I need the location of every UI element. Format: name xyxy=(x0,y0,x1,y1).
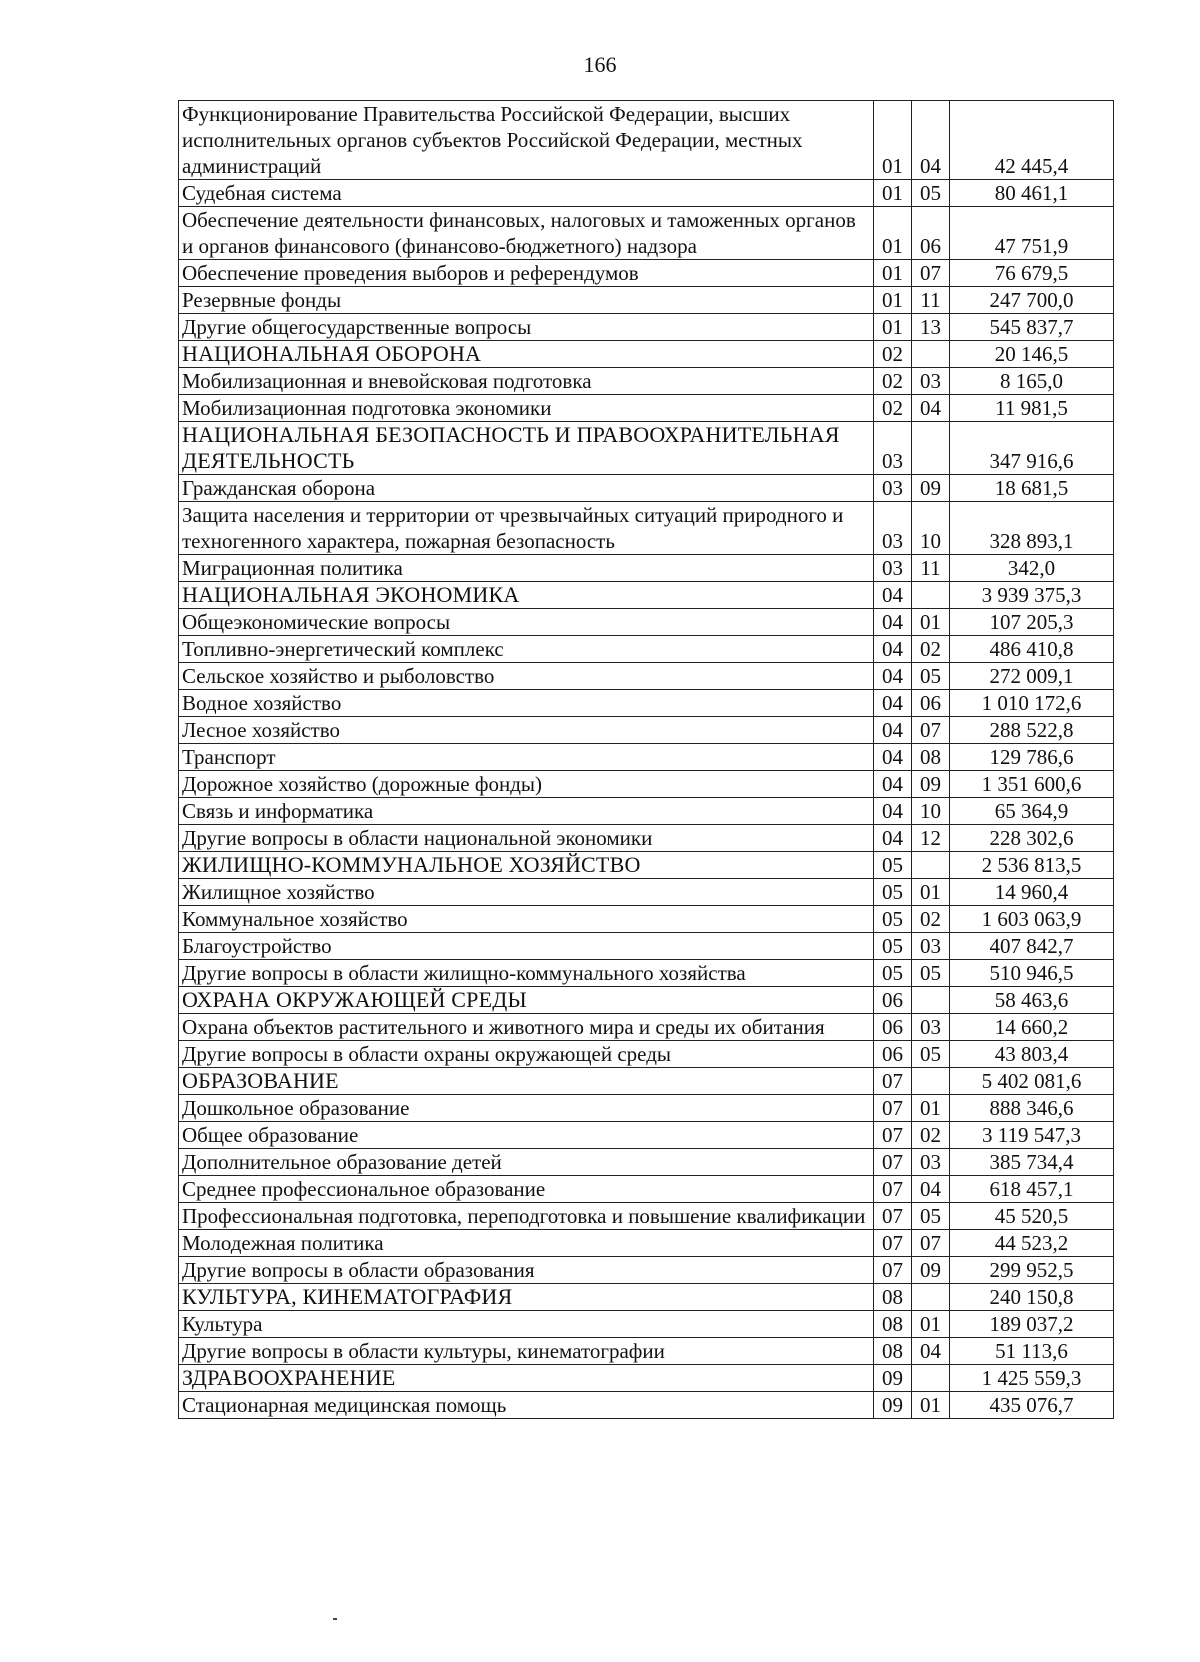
row-amount-cell: 129 786,6 xyxy=(950,744,1114,771)
row-name-cell: НАЦИОНАЛЬНАЯ ЭКОНОМИКА xyxy=(179,582,874,609)
table-row xyxy=(179,798,1114,825)
row-amount-cell: 3 119 547,3 xyxy=(950,1122,1114,1149)
section-row xyxy=(179,422,1114,475)
row-amount-cell: 435 076,7 xyxy=(950,1392,1114,1419)
row-subsection-code-cell: 06 xyxy=(912,690,950,717)
row-subsection-code-cell: 05 xyxy=(912,663,950,690)
row-amount-cell: 1 351 600,6 xyxy=(950,771,1114,798)
budget-table xyxy=(178,100,1114,1419)
table-row xyxy=(179,475,1114,502)
row-name-cell: ОХРАНА ОКРУЖАЮЩЕЙ СРЕДЫ xyxy=(179,987,874,1014)
row-subsection-code-cell: 07 xyxy=(912,717,950,744)
row-name-cell: Связь и информатика xyxy=(179,798,874,825)
row-subsection-code-cell xyxy=(912,1365,950,1392)
row-amount-cell: 3 939 375,3 xyxy=(950,582,1114,609)
row-amount-cell: 240 150,8 xyxy=(950,1284,1114,1311)
row-amount-cell: 58 463,6 xyxy=(950,987,1114,1014)
row-name-cell: Судебная система xyxy=(179,180,874,207)
row-subsection-code-cell: 01 xyxy=(912,1392,950,1419)
row-subsection-code-cell: 11 xyxy=(912,555,950,582)
row-section-code-cell: 04 xyxy=(874,663,912,690)
row-section-code-cell: 01 xyxy=(874,260,912,287)
table-row xyxy=(179,744,1114,771)
row-amount-cell: 2 536 813,5 xyxy=(950,852,1114,879)
table-row xyxy=(179,771,1114,798)
row-section-code-cell: 03 xyxy=(874,475,912,502)
row-subsection-code-cell: 03 xyxy=(912,368,950,395)
row-section-code-cell: 09 xyxy=(874,1365,912,1392)
row-amount-cell: 43 803,4 xyxy=(950,1041,1114,1068)
row-section-code-cell: 07 xyxy=(874,1095,912,1122)
row-name-cell: Другие общегосударственные вопросы xyxy=(179,314,874,341)
row-subsection-code-cell: 11 xyxy=(912,287,950,314)
row-name-cell: КУЛЬТУРА, КИНЕМАТОГРАФИЯ xyxy=(179,1284,874,1311)
table-row xyxy=(179,690,1114,717)
row-subsection-code-cell: 01 xyxy=(912,1311,950,1338)
row-subsection-code-cell xyxy=(912,582,950,609)
row-name-cell: Дошкольное образование xyxy=(179,1095,874,1122)
table-row xyxy=(179,879,1114,906)
row-section-code-cell: 04 xyxy=(874,582,912,609)
table-row xyxy=(179,906,1114,933)
row-name-cell: Защита населения и территории от чрезвычайных ситуаций природного и техногенного характера, пожарная безопасность xyxy=(179,502,874,555)
table-row xyxy=(179,1230,1114,1257)
table-row xyxy=(179,502,1114,555)
row-section-code-cell: 02 xyxy=(874,341,912,368)
section-row xyxy=(179,341,1114,368)
row-section-code-cell: 04 xyxy=(874,717,912,744)
table-row xyxy=(179,314,1114,341)
row-name-cell: Другие вопросы в области культуры, кинематографии xyxy=(179,1338,874,1365)
row-amount-cell: 14 960,4 xyxy=(950,879,1114,906)
row-subsection-code-cell xyxy=(912,987,950,1014)
row-name-cell: НАЦИОНАЛЬНАЯ ОБОРОНА xyxy=(179,341,874,368)
row-subsection-code-cell: 03 xyxy=(912,1014,950,1041)
row-section-code-cell: 04 xyxy=(874,744,912,771)
row-subsection-code-cell: 05 xyxy=(912,180,950,207)
row-subsection-code-cell: 04 xyxy=(912,1338,950,1365)
row-name-cell: Функционирование Правительства Российской Федерации, высших исполнительных органов субъектов Российской Федерации, местных администраций xyxy=(179,101,874,180)
row-subsection-code-cell: 10 xyxy=(912,502,950,555)
row-amount-cell: 342,0 xyxy=(950,555,1114,582)
row-name-cell: ЗДРАВООХРАНЕНИЕ xyxy=(179,1365,874,1392)
row-subsection-code-cell: 05 xyxy=(912,960,950,987)
row-amount-cell: 5 402 081,6 xyxy=(950,1068,1114,1095)
scan-speck xyxy=(333,1618,337,1620)
row-name-cell: Резервные фонды xyxy=(179,287,874,314)
table-row xyxy=(179,1257,1114,1284)
row-section-code-cell: 02 xyxy=(874,395,912,422)
row-section-code-cell: 05 xyxy=(874,906,912,933)
row-name-cell: Мобилизационная и вневойсковая подготовка xyxy=(179,368,874,395)
table-row xyxy=(179,1311,1114,1338)
row-subsection-code-cell: 03 xyxy=(912,1149,950,1176)
row-amount-cell: 14 660,2 xyxy=(950,1014,1114,1041)
row-subsection-code-cell: 07 xyxy=(912,260,950,287)
table-row xyxy=(179,1392,1114,1419)
row-section-code-cell: 01 xyxy=(874,207,912,260)
row-subsection-code-cell: 09 xyxy=(912,1257,950,1284)
row-amount-cell: 545 837,7 xyxy=(950,314,1114,341)
row-subsection-code-cell xyxy=(912,422,950,475)
row-section-code-cell: 07 xyxy=(874,1230,912,1257)
row-section-code-cell: 04 xyxy=(874,609,912,636)
row-name-cell: Водное хозяйство xyxy=(179,690,874,717)
row-subsection-code-cell: 01 xyxy=(912,609,950,636)
row-section-code-cell: 01 xyxy=(874,101,912,180)
row-name-cell: Лесное хозяйство xyxy=(179,717,874,744)
row-amount-cell: 510 946,5 xyxy=(950,960,1114,987)
table-row xyxy=(179,555,1114,582)
row-name-cell: Гражданская оборона xyxy=(179,475,874,502)
row-name-cell: Дополнительное образование детей xyxy=(179,1149,874,1176)
row-section-code-cell: 01 xyxy=(874,314,912,341)
row-section-code-cell: 05 xyxy=(874,933,912,960)
row-subsection-code-cell: 03 xyxy=(912,933,950,960)
row-name-cell: Другие вопросы в области охраны окружающей среды xyxy=(179,1041,874,1068)
row-amount-cell: 76 679,5 xyxy=(950,260,1114,287)
table-row xyxy=(179,260,1114,287)
row-name-cell: Общеэкономические вопросы xyxy=(179,609,874,636)
row-section-code-cell: 07 xyxy=(874,1176,912,1203)
row-name-cell: Общее образование xyxy=(179,1122,874,1149)
table-row xyxy=(179,609,1114,636)
row-subsection-code-cell: 09 xyxy=(912,475,950,502)
row-name-cell: Обеспечение деятельности финансовых, налоговых и таможенных органов и органов финансового (финансово-бюджетного) надзора xyxy=(179,207,874,260)
row-section-code-cell: 06 xyxy=(874,1041,912,1068)
row-section-code-cell: 06 xyxy=(874,987,912,1014)
table-row xyxy=(179,1014,1114,1041)
row-amount-cell: 44 523,2 xyxy=(950,1230,1114,1257)
row-amount-cell: 20 146,5 xyxy=(950,341,1114,368)
row-section-code-cell: 08 xyxy=(874,1338,912,1365)
table-row xyxy=(179,1149,1114,1176)
row-section-code-cell: 05 xyxy=(874,960,912,987)
table-row xyxy=(179,287,1114,314)
table-row xyxy=(179,717,1114,744)
row-amount-cell: 228 302,6 xyxy=(950,825,1114,852)
table-row xyxy=(179,1095,1114,1122)
row-subsection-code-cell xyxy=(912,341,950,368)
table-row xyxy=(179,636,1114,663)
table-row xyxy=(179,825,1114,852)
section-row xyxy=(179,987,1114,1014)
table-row xyxy=(179,933,1114,960)
row-subsection-code-cell: 06 xyxy=(912,207,950,260)
row-subsection-code-cell: 08 xyxy=(912,744,950,771)
row-amount-cell: 1 010 172,6 xyxy=(950,690,1114,717)
row-section-code-cell: 06 xyxy=(874,1014,912,1041)
row-subsection-code-cell: 05 xyxy=(912,1041,950,1068)
row-section-code-cell: 01 xyxy=(874,180,912,207)
row-subsection-code-cell: 12 xyxy=(912,825,950,852)
section-row xyxy=(179,582,1114,609)
row-section-code-cell: 04 xyxy=(874,690,912,717)
row-amount-cell: 47 751,9 xyxy=(950,207,1114,260)
row-name-cell: Среднее профессиональное образование xyxy=(179,1176,874,1203)
row-amount-cell: 328 893,1 xyxy=(950,502,1114,555)
row-section-code-cell: 03 xyxy=(874,422,912,475)
row-amount-cell: 288 522,8 xyxy=(950,717,1114,744)
row-section-code-cell: 08 xyxy=(874,1311,912,1338)
row-amount-cell: 385 734,4 xyxy=(950,1149,1114,1176)
row-section-code-cell: 07 xyxy=(874,1203,912,1230)
page-number: 166 xyxy=(583,52,617,77)
row-subsection-code-cell: 01 xyxy=(912,1095,950,1122)
row-name-cell: Охрана объектов растительного и животного мира и среды их обитания xyxy=(179,1014,874,1041)
row-section-code-cell: 01 xyxy=(874,287,912,314)
row-amount-cell: 11 981,5 xyxy=(950,395,1114,422)
row-amount-cell: 51 113,6 xyxy=(950,1338,1114,1365)
table-row xyxy=(179,207,1114,260)
row-subsection-code-cell xyxy=(912,852,950,879)
row-section-code-cell: 08 xyxy=(874,1284,912,1311)
row-amount-cell: 347 916,6 xyxy=(950,422,1114,475)
row-name-cell: Транспорт xyxy=(179,744,874,771)
row-amount-cell: 45 520,5 xyxy=(950,1203,1114,1230)
row-subsection-code-cell: 09 xyxy=(912,771,950,798)
row-amount-cell: 247 700,0 xyxy=(950,287,1114,314)
row-name-cell: ОБРАЗОВАНИЕ xyxy=(179,1068,874,1095)
row-subsection-code-cell: 13 xyxy=(912,314,950,341)
row-subsection-code-cell xyxy=(912,1068,950,1095)
row-subsection-code-cell xyxy=(912,1284,950,1311)
row-name-cell: Культура xyxy=(179,1311,874,1338)
table-row xyxy=(179,1338,1114,1365)
row-name-cell: Профессиональная подготовка, переподготовка и повышение квалификации xyxy=(179,1203,874,1230)
table-row xyxy=(179,1122,1114,1149)
row-name-cell: Топливно-энергетический комплекс xyxy=(179,636,874,663)
row-amount-cell: 18 681,5 xyxy=(950,475,1114,502)
row-name-cell: Жилищное хозяйство xyxy=(179,879,874,906)
row-name-cell: Другие вопросы в области образования xyxy=(179,1257,874,1284)
row-name-cell: Мобилизационная подготовка экономики xyxy=(179,395,874,422)
row-subsection-code-cell: 04 xyxy=(912,1176,950,1203)
row-name-cell: Благоустройство xyxy=(179,933,874,960)
row-subsection-code-cell: 05 xyxy=(912,1203,950,1230)
table-row xyxy=(179,101,1114,180)
row-subsection-code-cell: 04 xyxy=(912,395,950,422)
row-name-cell: Дорожное хозяйство (дорожные фонды) xyxy=(179,771,874,798)
section-row xyxy=(179,1068,1114,1095)
row-name-cell: Коммунальное хозяйство xyxy=(179,906,874,933)
row-subsection-code-cell: 07 xyxy=(912,1230,950,1257)
row-subsection-code-cell: 02 xyxy=(912,906,950,933)
row-name-cell: Миграционная политика xyxy=(179,555,874,582)
row-subsection-code-cell: 01 xyxy=(912,879,950,906)
row-amount-cell: 107 205,3 xyxy=(950,609,1114,636)
section-row xyxy=(179,1284,1114,1311)
row-section-code-cell: 04 xyxy=(874,825,912,852)
section-row xyxy=(179,1365,1114,1392)
table-row xyxy=(179,1203,1114,1230)
row-section-code-cell: 04 xyxy=(874,771,912,798)
row-amount-cell: 8 165,0 xyxy=(950,368,1114,395)
table-row xyxy=(179,1176,1114,1203)
row-amount-cell: 80 461,1 xyxy=(950,180,1114,207)
row-name-cell: Другие вопросы в области национальной экономики xyxy=(179,825,874,852)
row-name-cell: Другие вопросы в области жилищно-коммунального хозяйства xyxy=(179,960,874,987)
row-name-cell: ЖИЛИЩНО-КОММУНАЛЬНОЕ ХОЗЯЙСТВО xyxy=(179,852,874,879)
row-section-code-cell: 05 xyxy=(874,852,912,879)
table-row xyxy=(179,663,1114,690)
table-row xyxy=(179,1041,1114,1068)
row-name-cell: Обеспечение проведения выборов и референдумов xyxy=(179,260,874,287)
row-name-cell: НАЦИОНАЛЬНАЯ БЕЗОПАСНОСТЬ И ПРАВООХРАНИТЕЛЬНАЯ ДЕЯТЕЛЬНОСТЬ xyxy=(179,422,874,475)
row-amount-cell: 888 346,6 xyxy=(950,1095,1114,1122)
row-section-code-cell: 07 xyxy=(874,1149,912,1176)
row-section-code-cell: 03 xyxy=(874,555,912,582)
row-amount-cell: 486 410,8 xyxy=(950,636,1114,663)
row-section-code-cell: 05 xyxy=(874,879,912,906)
row-subsection-code-cell: 04 xyxy=(912,101,950,180)
row-subsection-code-cell: 02 xyxy=(912,636,950,663)
row-subsection-code-cell: 02 xyxy=(912,1122,950,1149)
row-amount-cell: 407 842,7 xyxy=(950,933,1114,960)
row-name-cell: Сельское хозяйство и рыболовство xyxy=(179,663,874,690)
row-amount-cell: 1 425 559,3 xyxy=(950,1365,1114,1392)
row-section-code-cell: 04 xyxy=(874,798,912,825)
row-amount-cell: 42 445,4 xyxy=(950,101,1114,180)
row-section-code-cell: 07 xyxy=(874,1257,912,1284)
table-row xyxy=(179,180,1114,207)
budget-table-body xyxy=(179,101,1114,1419)
row-section-code-cell: 04 xyxy=(874,636,912,663)
row-section-code-cell: 03 xyxy=(874,502,912,555)
row-section-code-cell: 02 xyxy=(874,368,912,395)
row-name-cell: Стационарная медицинская помощь xyxy=(179,1392,874,1419)
row-section-code-cell: 09 xyxy=(874,1392,912,1419)
table-row xyxy=(179,395,1114,422)
table-row xyxy=(179,960,1114,987)
row-amount-cell: 272 009,1 xyxy=(950,663,1114,690)
table-row xyxy=(179,368,1114,395)
row-amount-cell: 618 457,1 xyxy=(950,1176,1114,1203)
row-amount-cell: 299 952,5 xyxy=(950,1257,1114,1284)
row-amount-cell: 189 037,2 xyxy=(950,1311,1114,1338)
row-name-cell: Молодежная политика xyxy=(179,1230,874,1257)
row-section-code-cell: 07 xyxy=(874,1068,912,1095)
row-amount-cell: 1 603 063,9 xyxy=(950,906,1114,933)
row-section-code-cell: 07 xyxy=(874,1122,912,1149)
section-row xyxy=(179,852,1114,879)
row-amount-cell: 65 364,9 xyxy=(950,798,1114,825)
row-subsection-code-cell: 10 xyxy=(912,798,950,825)
